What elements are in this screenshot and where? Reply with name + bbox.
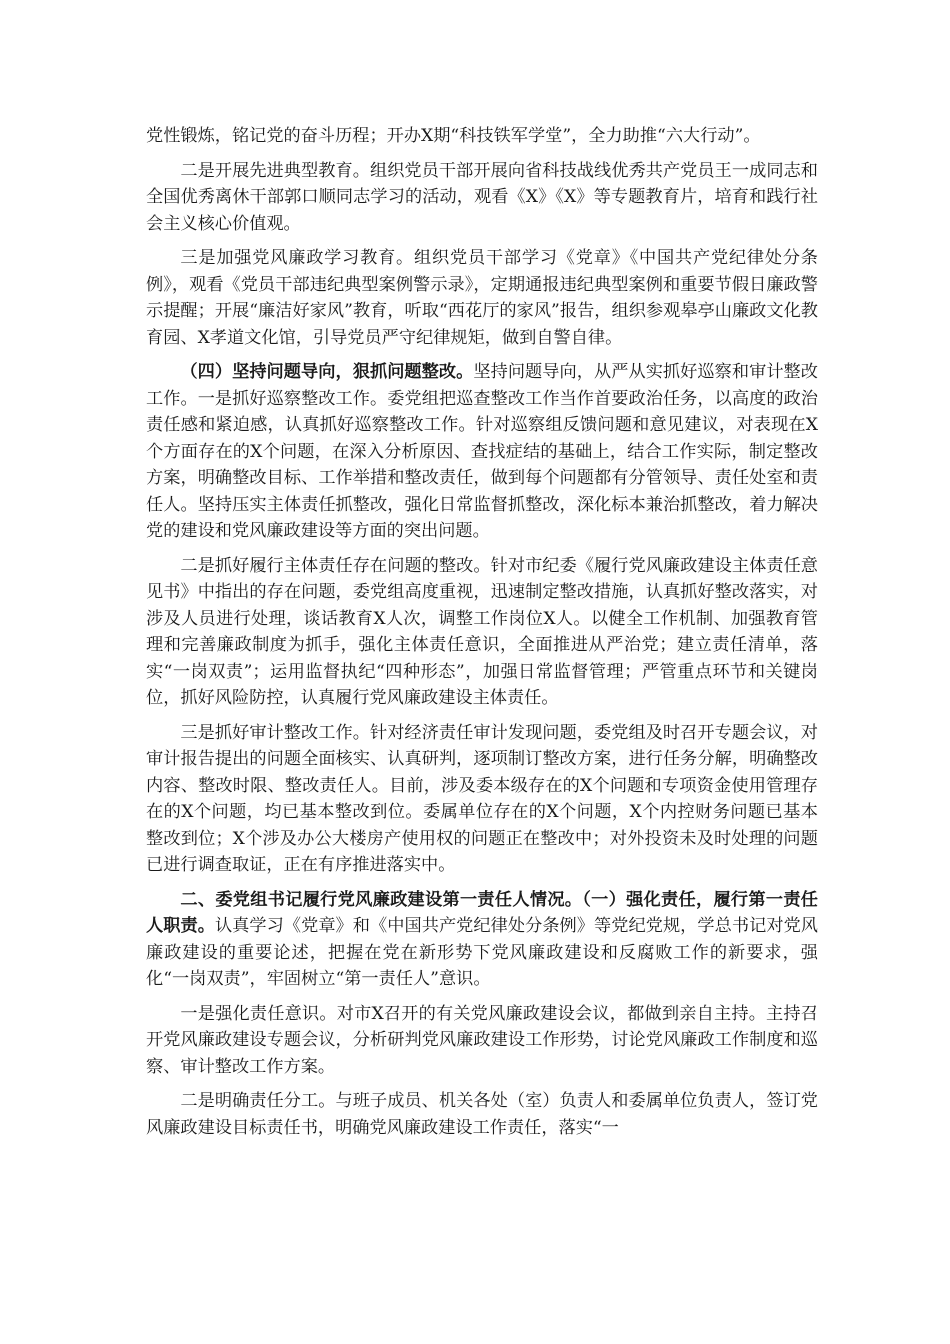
- document-body: [146, 123, 818, 1149]
- paragraph-secretary-responsibility: [146, 887, 818, 993]
- paragraph-main-responsibility: [146, 553, 818, 712]
- paragraph-integrity-education: [146, 245, 818, 351]
- paragraph-text: 三是抓好审计整改工作。针对经济责任审计发现问题，委党组及时召开专题会议，对审计报告提出的问题全面核实、认真研判，逐项制订整改方案，进行任务分解，明确整改内容、整改时限、整改责任人。目前，涉及委本级存在的X个问题和专项资金使用管理存在的X个问题，均已基本整改到位。委属单位存在的X个问题，X个内控财务问题已基本整改到位；X个涉及办公大楼房产使用权的问题正在整改中；对外投资未及时处理的问题已进行调查取证，正在有序推进落实中。: [146, 722, 818, 875]
- paragraph-text: 二是明确责任分工。与班子成员、机关各处（室）负责人和委属单位负责人，签订党风廉政建设目标责任书，明确党风廉政建设工作责任，落实“一: [146, 1091, 818, 1138]
- section-heading: 二、委党组书记履行党风廉政建设第一责任人情况。（一）强化责任，履行第一责任人职责。: [146, 889, 818, 936]
- paragraph-text: 一是强化责任意识。对市X召开的有关党风廉政建设会议，都做到亲自主持。主持召开党风廉政建设专题会议，分析研判党风廉政建设工作形势，讨论党风廉政工作制度和巡察、审计整改工作方案。: [146, 1003, 818, 1077]
- paragraph-responsibility-awareness: [146, 1001, 818, 1081]
- paragraph-responsibility-division: [146, 1088, 818, 1141]
- paragraph-text: 坚持问题导向，从严从实抓好巡察和审计整改工作。一是抓好巡察整改工作。委党组把巡查整改工作当作首要政治任务，以高度的政治责任感和紧迫感，认真抓好巡察整改工作。针对巡察组反馈问题和意见建议，对表现在X个方面存在的X个问题，在深入分析原因、查找症结的基础上，结合工作实际，制定整改方案，明确整改目标、工作举措和整改责任，做到每个问题都有分管领导、责任处室和责任人。坚持压实主体责任抓整改，强化日常监督抓整改，深化标本兼治抓整改，着力解决党的建设和党风廉政建设等方面的突出问题。: [146, 362, 818, 541]
- paragraph-text: 党性锻炼，铭记党的奋斗历程；开办X期“科技铁军学堂”，全力助推“六大行动”。: [146, 126, 761, 146]
- paragraph-text: 二是抓好履行主体责任存在问题的整改。针对市纪委《履行党风廉政建设主体责任意见书》中指出的存在问题，委党组高度重视，迅速制定整改措施，认真抓好整改落实，对涉及人员进行处理，谈话教育X人次，调整工作岗位X人。以健全工作机制、加强教育管理和完善廉政制度为抓手，强化主体责任意识，全面推进从严治党；建立责任清单，落实“一岗双责”；运用监督执纪“四种形态”，加强日常监督管理；严管重点环节和关键岗位，抓好风险防控，认真履行党风廉政建设主体责任。: [146, 555, 818, 708]
- paragraph-continued: [146, 123, 818, 150]
- paragraph-text: 三是加强党风廉政学习教育。组织党员干部学习《党章》《中国共产党纪律处分条例》，观看《党员干部违纪典型案例警示录》，定期通报违纪典型案例和重要节假日廉政警示提醒；开展“廉洁好家风”教育，听取“西花厅的家风”报告，组织参观皋亭山廉政文化教育园、X孝道文化馆，引导党员严守纪律规矩，做到自警自律。: [146, 248, 818, 348]
- paragraph-problem-rectification: [146, 359, 818, 545]
- section-heading: （四）坚持问题导向，狠抓问题整改。: [180, 362, 474, 382]
- paragraph-text: 二是开展先进典型教育。组织党员干部开展向省科技战线优秀共产党员王一成同志和全国优秀离休干部郭口顺同志学习的活动，观看《X》《X》等专题教育片，培育和践行社会主义核心价值观。: [146, 160, 818, 234]
- paragraph-audit-rectification: [146, 720, 818, 879]
- paragraph-text: 认真学习《党章》和《中国共产党纪律处分条例》等党纪党规，学总书记对党风廉政建设的重要论述，把握在党在新形势下党风廉政建设和反腐败工作的新要求，强化“一岗双责”，牢固树立“第一责任人”意识。: [146, 916, 818, 989]
- paragraph-typical-education: [146, 158, 818, 238]
